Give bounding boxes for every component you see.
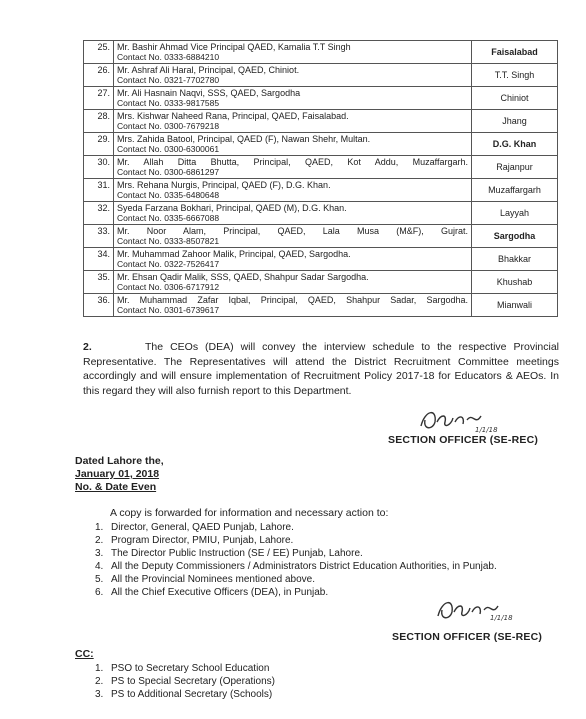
row-number: 30. (84, 156, 114, 179)
nominee-name: Mr. Ashraf Ali Haral, Principal, QAED, Chiniot. (117, 65, 300, 75)
nominee-name: Mr. Noor Alam, Principal, QAED, Lala Musa (M&F), Gujrat. (117, 226, 468, 236)
nominee-cell (114, 271, 472, 294)
nominee-contact: Contact No. 0335-6480648 (117, 190, 220, 200)
district-cell: Mianwali (472, 294, 558, 317)
nominee-contact: Contact No. 0300-7679218 (117, 121, 220, 131)
row-number: 33. (84, 225, 114, 248)
nominee-contact: Contact No. 0300-6861297 (117, 167, 220, 177)
paragraph-2 (83, 340, 559, 398)
nominee-contact: Contact No. 0300-6300061 (117, 144, 220, 154)
nominee-name: Mr. Muhammad Zafar Iqbal, Principal, QAED, Shahpur Sadar, Sargodha. (117, 295, 468, 305)
nominee-name: Mr. Ali Hasnain Naqvi, SSS, QAED, Sargodha (117, 88, 301, 98)
table-row (84, 64, 558, 87)
list-text: All the Provincial Nominees mentioned above. (111, 574, 315, 585)
date-line: January 01, 2018 (75, 468, 160, 480)
district-cell: Bhakkar (472, 248, 558, 271)
list-text: All the Chief Executive Officers (DEA), in Punjab. (111, 587, 329, 598)
list-number: 3. (95, 548, 104, 559)
list-item (95, 560, 560, 573)
nominee-contact: Contact No. 0335-6667088 (117, 213, 220, 223)
table-row (84, 179, 558, 202)
nominee-name: Mr. Allah Ditta Bhutta, Principal, QAED, Kot Addu, Muzaffargarh. (117, 157, 468, 167)
nominee-cell (114, 294, 472, 317)
row-number: 34. (84, 248, 114, 271)
dated-block (75, 455, 164, 494)
paragraph-text: The CEOs (DEA) will convey the interview schedule to the respective Provincial Representative. The Representatives will attend the District Recruitment Committee meetings accordingly and will ensure implementation of Recruitment Policy 2017-18 for Educators & AEOs. In this regard they will also furnish report to this Department. (83, 341, 559, 397)
table-row (84, 225, 558, 248)
list-text: PS to Additional Secretary (Schools) (111, 689, 273, 700)
nominee-cell (114, 248, 472, 271)
cc-label: CC: (75, 648, 94, 660)
cc-item (95, 688, 275, 701)
row-number: 26. (84, 64, 114, 87)
table-row (84, 87, 558, 110)
nominee-name: Mrs. Kishwar Naheed Rana, Principal, QAED, Faisalabad. (117, 111, 349, 121)
list-text: Program Director, PMIU, Punjab, Lahore. (111, 535, 294, 546)
number-date-line: No. & Date Even (75, 481, 157, 493)
list-number: 3. (95, 689, 104, 700)
nominee-cell (114, 225, 472, 248)
nominee-contact: Contact No. 0306-6717912 (117, 282, 220, 292)
table-row (84, 41, 558, 64)
section-officer-title-2: SECTION OFFICER (SE-REC) (392, 631, 543, 643)
nominee-cell (114, 87, 472, 110)
row-number: 28. (84, 110, 114, 133)
district-cell: Khushab (472, 271, 558, 294)
cc-item (95, 662, 275, 675)
table-row (84, 248, 558, 271)
nominee-cell (114, 64, 472, 87)
signature-2 (432, 590, 512, 628)
svg-text:1/1/18: 1/1/18 (490, 614, 513, 622)
nominee-contact: Contact No. 0301-6739617 (117, 305, 220, 315)
row-number: 27. (84, 87, 114, 110)
nominee-contact: Contact No. 0322-7526417 (117, 259, 220, 269)
nominee-cell (114, 179, 472, 202)
table-row (84, 133, 558, 156)
table-row (84, 110, 558, 133)
signature-1 (415, 400, 498, 438)
copy-intro: A copy is forwarded for information and necessary action to: (110, 507, 389, 519)
nominee-name: Mr. Ehsan Qadir Malik, SSS, QAED, Shahpur Sadar Sargodha. (117, 272, 369, 282)
nominee-contact: Contact No. 0333-8507821 (117, 236, 220, 246)
nominee-cell (114, 133, 472, 156)
dated-line: Dated Lahore the, (75, 455, 164, 467)
district-cell: T.T. Singh (472, 64, 558, 87)
list-text: PSO to Secretary School Education (111, 663, 270, 674)
nominees-table (83, 40, 558, 317)
list-text: Director, General, QAED Punjab, Lahore. (111, 522, 294, 533)
district-cell: Rajanpur (472, 156, 558, 179)
list-number: 1. (95, 663, 104, 674)
nominee-contact: Contact No. 0333-9817585 (117, 98, 220, 108)
list-item (95, 521, 560, 534)
nominee-cell (114, 41, 472, 64)
nominee-cell (114, 156, 472, 179)
list-item (95, 534, 560, 547)
list-number: 2. (95, 535, 104, 546)
paragraph-number: 2. (83, 341, 92, 353)
district-cell: Layyah (472, 202, 558, 225)
list-number: 4. (95, 561, 104, 572)
cc-item (95, 675, 275, 688)
district-cell: Sargodha (472, 225, 558, 248)
table-row (84, 156, 558, 179)
row-number: 31. (84, 179, 114, 202)
list-number: 1. (95, 522, 104, 533)
district-cell: Muzaffargarh (472, 179, 558, 202)
nominee-contact: Contact No. 0321-7702780 (117, 75, 220, 85)
list-item (95, 573, 560, 586)
list-text: The Director Public Instruction (SE / EE) Punjab, Lahore. (111, 548, 363, 559)
nominee-contact: Contact No. 0333-6884210 (117, 52, 220, 62)
list-text: All the Deputy Commissioners / Administrators District Education Authorities, in Punjab. (111, 561, 497, 572)
list-item (95, 547, 560, 560)
row-number: 32. (84, 202, 114, 225)
table-row (84, 271, 558, 294)
list-number: 6. (95, 587, 104, 598)
nominee-name: Syeda Farzana Bokhari, Principal, QAED (M), D.G. Khan. (117, 203, 347, 213)
copy-list (95, 521, 560, 599)
table-row (84, 294, 558, 317)
row-number: 36. (84, 294, 114, 317)
nominee-name: Mr. Muhammad Zahoor Malik, Principal, QAED, Sargodha. (117, 249, 351, 259)
list-number: 2. (95, 676, 104, 687)
row-number: 25. (84, 41, 114, 64)
section-officer-title-1: SECTION OFFICER (SE-REC) (388, 434, 539, 446)
cc-list (95, 662, 275, 701)
nominee-cell (114, 110, 472, 133)
district-cell: Chiniot (472, 87, 558, 110)
nominee-name: Mr. Bashir Ahmad Vice Principal QAED, Kamalia T.T Singh (117, 42, 351, 52)
table-row (84, 202, 558, 225)
row-number: 35. (84, 271, 114, 294)
district-cell: D.G. Khan (472, 133, 558, 156)
nominee-name: Mrs. Zahida Batool, Principal, QAED (F), Nawan Shehr, Multan. (117, 134, 371, 144)
list-text: PS to Special Secretary (Operations) (111, 676, 275, 687)
district-cell: Faisalabad (472, 41, 558, 64)
list-number: 5. (95, 574, 104, 585)
row-number: 29. (84, 133, 114, 156)
nominee-cell (114, 202, 472, 225)
svg-text:1/1/18: 1/1/18 (475, 426, 498, 434)
nominee-name: Mrs. Rehana Nurgis, Principal, QAED (F), D.G. Khan. (117, 180, 331, 190)
district-cell: Jhang (472, 110, 558, 133)
